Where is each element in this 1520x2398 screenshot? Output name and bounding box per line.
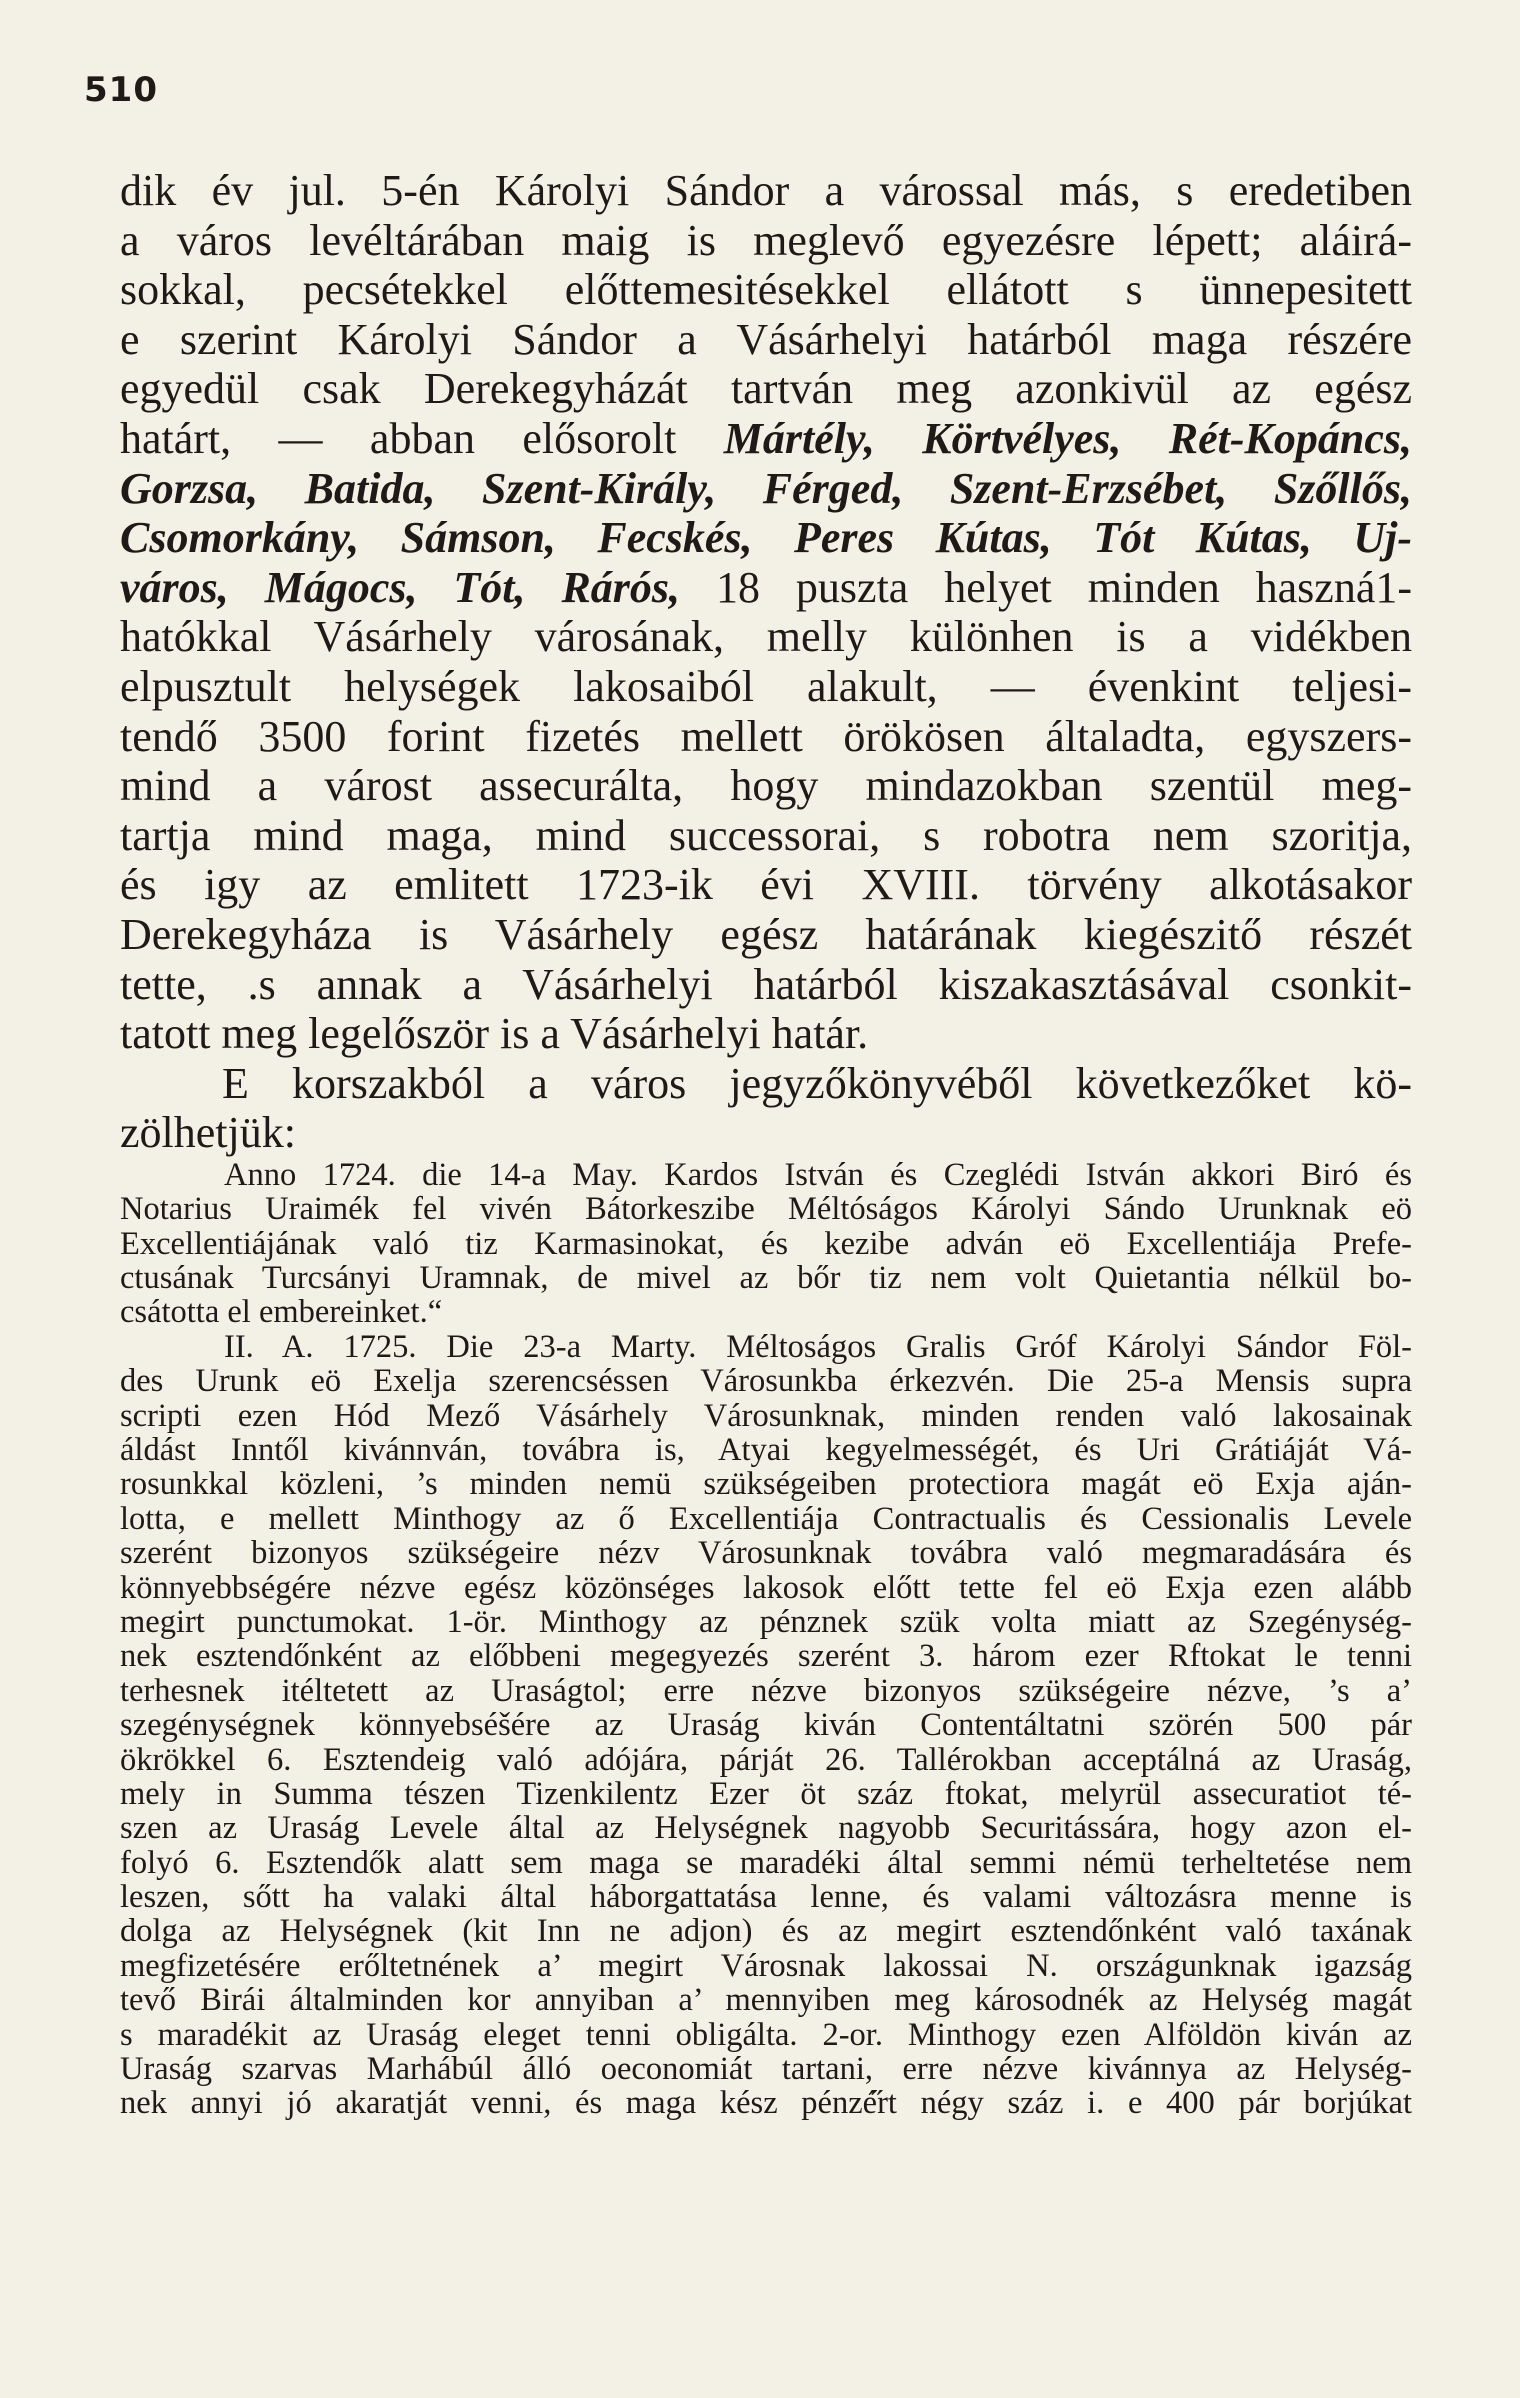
record-line: ökrökkel 6. Esztendeig való adójára, párját 26. Tallérokban acceptálná az Uraság,: [120, 1741, 1412, 1778]
line-text: tendő 3500 forint fizetés mellett örökösen általadta, egyszers-: [120, 711, 1412, 761]
record-line: nek annyi jó akaratját venni, és maga kész pénzé̋rt négy száz i. e 400 pár borjúkat: [120, 2085, 1412, 2122]
line-text: tatott meg legelőször is a Vásárhelyi határ.: [120, 1009, 869, 1059]
record-line: des Urunk eö Exelja szerencséssen Városunkba érkezvén. Die 25-a Mensis supra: [120, 1363, 1412, 1400]
record-line: dolga az Helységnek (kit Inn ne adjon) és az megirt esztendőnként való taxának: [120, 1913, 1412, 1950]
record-line: Excellentiájának való tiz Karmasinokat, és kezibe adván eö Excellentiája Prefe-: [120, 1225, 1412, 1262]
text-line: [120, 563, 1412, 613]
record-line: rosunkkal közleni, ’s minden nemü szükségeiben protectiora magát eö Exja aján-: [120, 1466, 1412, 1503]
text-line: [120, 414, 1412, 464]
record-line: scripti ezen Hód Mező Vásárhely Városunknak, minden renden való lakosainak: [120, 1397, 1412, 1434]
record-line: s maradékit az Uraság eleget tenni obligálta. 2-or. Minthogy ezen Alföldön kiván az: [120, 2016, 1412, 2053]
body-text: [120, 166, 1412, 2121]
line-text: Derekegyháza is Vásárhely egész határának kiegészitő részét: [120, 909, 1412, 959]
line-text: mind a várost assecurálta, hogy mindazokban szentül meg-: [120, 761, 1412, 811]
line-text: zölhetjük:: [120, 1108, 296, 1158]
text-line: [120, 1108, 1412, 1158]
record-line: Uraság szarvas Marhábúl álló oeconomiát tartani, erre nézve kivánnya az Helység-: [120, 2051, 1412, 2088]
page-number: 510: [84, 70, 158, 110]
record-line: Notarius Uraimék fel vivén Bátorkeszibe Méltóságos Károlyi Sándo Urunknak eö: [120, 1191, 1412, 1228]
text-line: [120, 513, 1412, 563]
line-text: 18 puszta helyet minden haszná1-: [680, 562, 1412, 612]
record-line: mely in Summa tészen Tizenkilentz Ezer öt száz ftokat, melyrül assecuratiot té-: [120, 1775, 1412, 1812]
text-line: [120, 712, 1412, 762]
text-line: [120, 315, 1412, 365]
text-line: [120, 364, 1412, 414]
line-text: egyedül csak Derekegyházát tartván meg azonkivül az egész: [120, 364, 1412, 414]
main-paragraphs: [120, 166, 1412, 1158]
record-line: II. A. 1725. Die 23-a Marty. Méltoságos Gralis Gróf Károlyi Sándor Föl-: [224, 1328, 1412, 1365]
text-line: [120, 761, 1412, 811]
line-text: elpusztult helységek lakosaiból alakult, — évenkint teljesi-: [120, 661, 1412, 711]
text-line: [120, 960, 1412, 1010]
record-line: nek esztendőnként az előbbeni megegyezés szerént 3. három ezer Rftokat le tenni: [120, 1638, 1412, 1675]
line-text: a város levéltárában maig is meglevő egyezésre lépett; aláirá-: [120, 215, 1412, 265]
text-line: [120, 1059, 1412, 1109]
record-line: tevő Birái általminden kor annyiban a’ mennyiben meg károsodnék az Helység magát: [120, 1982, 1412, 2019]
record-line: áldást Inntől kivánnván, továbra is, Atyai kegyelmességét, és Uri Grátiáját Vá-: [120, 1432, 1412, 1468]
record-line: megfizetésére erőltetnének a’ megirt Városnak lakossai N. országunknak igazság: [120, 1947, 1412, 1984]
line-text: E korszakból a város jegyzőkönyvéből következőket kö-: [222, 1058, 1412, 1108]
place-names: város, Mágocs, Tót, Rárós,: [120, 562, 681, 612]
record-line: szerént bizonyos szükségeire nézv Városunknak továbra való megmaradására és: [120, 1535, 1412, 1572]
record-line: ctusának Turcsányi Uramnak, de mivel az bőr tiz nem volt Quietantia nélkül bo-: [120, 1260, 1412, 1297]
record-line: terhesnek itéltetett az Uraságtol; erre nézve bizonyos szükségeire nézve, ’s a’: [120, 1672, 1412, 1709]
line-text: sokkal, pecsétekkel előttemesitésekkel ellátott s ünnepesitett: [120, 265, 1412, 315]
place-names: Mártély, Körtvélyes, Rét-Kopáncs,: [723, 413, 1412, 463]
line-text: hatókkal Vásárhely városának, melly különhen is a vidékben: [120, 612, 1412, 662]
text-line: [120, 464, 1412, 514]
record-line: lotta, e mellett Minthogy az ő Excellentiája Contractualis és Cessionalis Levele: [120, 1500, 1412, 1537]
record-line: szegénységnek könnyebséšére az Uraság kiván Contentáltatni szörén 500 pár: [120, 1707, 1412, 1744]
line-text: határt, — abban elősorolt: [120, 413, 724, 463]
line-text: tette, .s annak a Vásárhelyi határból kiszakasztásával csonkit-: [120, 959, 1412, 1009]
line-text: e szerint Károlyi Sándor a Vásárhelyi határból maga részére: [120, 314, 1412, 364]
record-line: könnyebbségére nézve egész közönséges lakosok előtt tette fel eö Exja ezen alább: [120, 1569, 1412, 1606]
text-line: [120, 265, 1412, 315]
text-line: [120, 216, 1412, 266]
line-text: és igy az emlitett 1723-ik évi XVIII. törvény alkotásakor: [120, 860, 1412, 910]
text-line: [120, 662, 1412, 712]
line-text: dik év jul. 5-én Károlyi Sándor a várossal más, s eredetiben: [120, 166, 1412, 215]
record-line: szen az Uraság Levele által az Helységnek nagyobb Securitássára, hogy azon el-: [120, 1810, 1412, 1847]
record-line: megirt punctumokat. 1-ör. Minthogy az pénznek szük volta miatt az Szegénység-: [120, 1603, 1412, 1640]
text-line: [120, 811, 1412, 861]
text-line: [120, 860, 1412, 910]
place-names: Gorzsa, Batida, Szent-Király, Férged, Szent-Erzsébet, Szőllős,: [120, 463, 1412, 513]
text-line: [120, 612, 1412, 662]
record-line: leszen, sőtt ha valaki által háborgattatása lenne, és valami változásra menne is: [120, 1879, 1412, 1916]
text-line: [120, 910, 1412, 960]
quoted-records: [120, 1158, 1412, 2121]
record-line: csátotta el embereinket.“: [120, 1294, 443, 1331]
record-line: Anno 1724. die 14-a May. Kardos István és Czeglédi István akkori Biró és: [224, 1156, 1412, 1193]
record-line: folyó 6. Esztendők alatt sem maga se maradéki által semmi némü terheltetése nem: [120, 1844, 1412, 1881]
line-text: tartja mind maga, mind successorai, s robotra nem szoritja,: [120, 810, 1412, 860]
text-line: [120, 1009, 1412, 1059]
place-names: Csomorkány, Sámson, Fecskés, Peres Kútas, Tót Kútas, Uj-: [120, 513, 1412, 563]
text-line: [120, 166, 1412, 216]
